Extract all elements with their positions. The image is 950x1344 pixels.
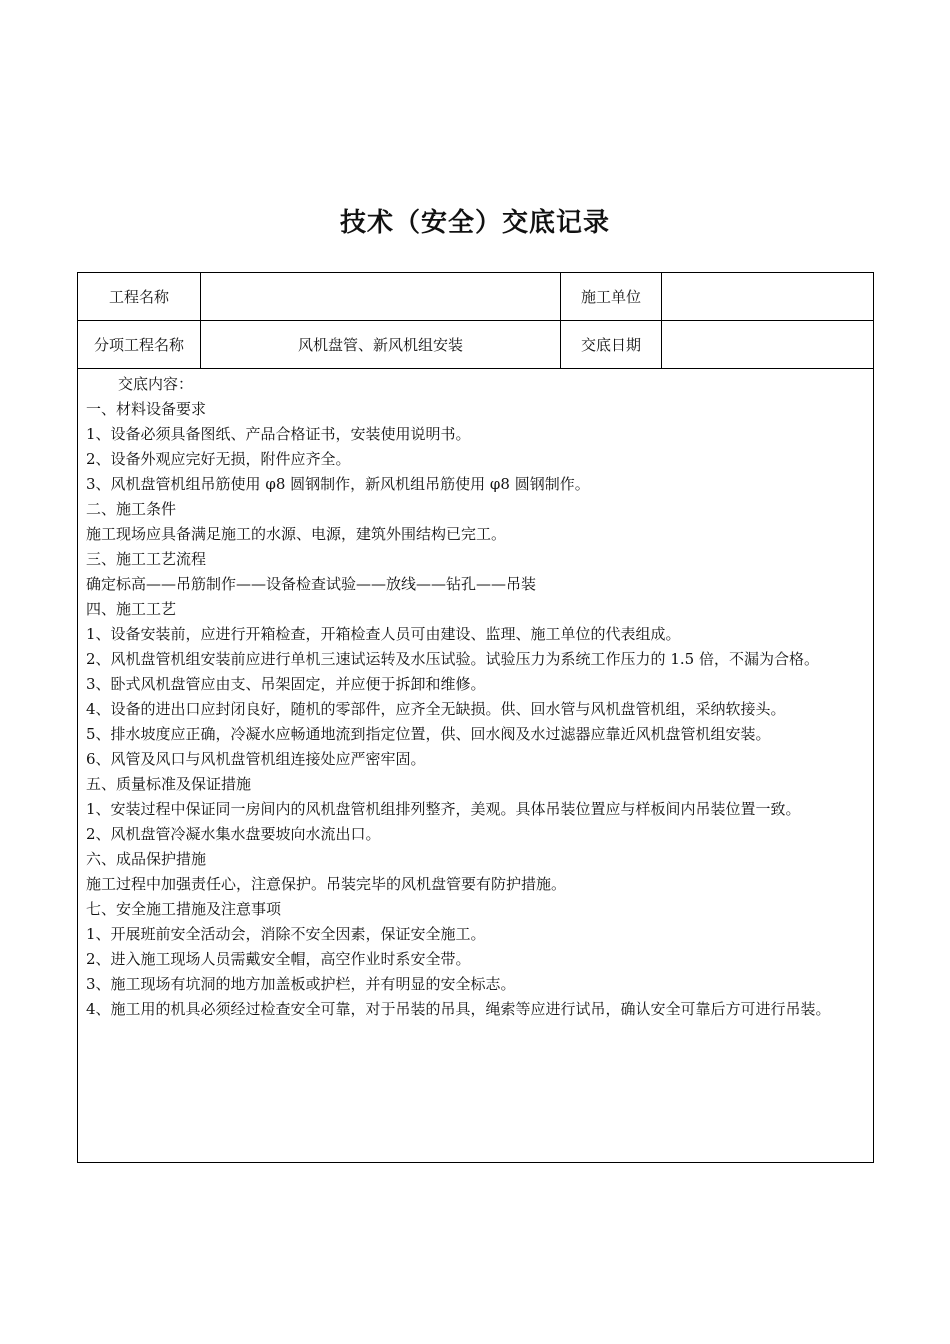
content-row [78, 369, 874, 1163]
content-line: 六、成品保护措施 [86, 850, 207, 868]
content-line: 2、风机盘管机组安装前应进行单机三速试运转及水压试验。试验压力为系统工作压力的 1.5 倍，不漏为合格。 [86, 650, 819, 668]
record-table [77, 272, 874, 1163]
content-line: 确定标高——吊筋制作——设备检查试验——放线——钻孔——吊装 [86, 575, 537, 593]
content-line: 1、开展班前安全活动会，消除不安全因素，保证安全施工。 [86, 925, 486, 943]
content-line: 2、进入施工现场人员需戴安全帽，高空作业时系安全带。 [86, 950, 471, 968]
content-line: 5、排水坡度应正确，冷凝水应畅通地流到指定位置，供、回水阀及水过滤器应靠近风机盘管机组安装。 [86, 725, 771, 743]
content-cell [78, 369, 874, 1163]
date-label: 交底日期 [561, 321, 662, 369]
content-line: 2、设备外观应完好无损，附件应齐全。 [86, 450, 351, 468]
document-title: 技术（安全）交底记录 [339, 208, 610, 238]
content-line: 四、施工工艺 [86, 600, 177, 618]
sub-project-row [78, 321, 874, 369]
project-name-value [201, 273, 561, 321]
content-line: 一、材料设备要求 [86, 400, 207, 418]
content-line: 2、风机盘管冷凝水集水盘要坡向水流出口。 [86, 825, 381, 843]
construction-unit-value [662, 273, 874, 321]
content-line: 1、设备必须具备图纸、产品合格证书，安装使用说明书。 [86, 425, 471, 443]
content-line: 三、施工工艺流程 [86, 550, 207, 568]
content-line: 1、安装过程中保证同一房间内的风机盘管机组排列整齐，美观。具体吊装位置应与样板间内吊装位置一致。 [86, 800, 801, 818]
date-value [662, 321, 874, 369]
project-name-label: 工程名称 [78, 273, 201, 321]
content-intro: 交底内容： [118, 375, 194, 393]
content-line: 3、施工现场有坑洞的地方加盖板或护栏，并有明显的安全标志。 [86, 975, 516, 993]
content-line: 施工现场应具备满足施工的水源、电源，建筑外围结构已完工。 [86, 525, 507, 543]
content-line: 4、施工用的机具必须经过检查安全可靠，对于吊装的吊具，绳索等应进行试吊，确认安全可靠后方可进行吊装。 [86, 1000, 831, 1018]
content-line: 二、施工条件 [86, 500, 177, 518]
sub-project-value: 风机盘管、新风机组安装 [201, 321, 561, 369]
content-lines [86, 397, 867, 1022]
content-line: 3、风机盘管机组吊筋使用 φ8 圆钢制作，新风机组吊筋使用 φ8 圆钢制作。 [86, 475, 590, 493]
content-line: 3、卧式风机盘管应由支、吊架固定，并应便于拆卸和维修。 [86, 675, 486, 693]
content-line: 4、设备的进出口应封闭良好，随机的零部件，应齐全无缺损。供、回水管与风机盘管机组，采纳软接头。 [86, 700, 786, 718]
construction-unit-label: 施工单位 [561, 273, 662, 321]
sub-project-label: 分项工程名称 [78, 321, 201, 369]
content-line: 6、风管及风口与风机盘管机组连接处应严密牢固。 [86, 750, 426, 768]
content-line: 七、安全施工措施及注意事项 [86, 900, 282, 918]
content-line: 1、设备安装前，应进行开箱检查，开箱检查人员可由建设、监理、施工单位的代表组成。 [86, 625, 681, 643]
content-line: 五、质量标准及保证措施 [86, 775, 252, 793]
content-line: 施工过程中加强责任心，注意保护。吊装完毕的风机盘管要有防护措施。 [86, 875, 567, 893]
project-row [78, 273, 874, 321]
